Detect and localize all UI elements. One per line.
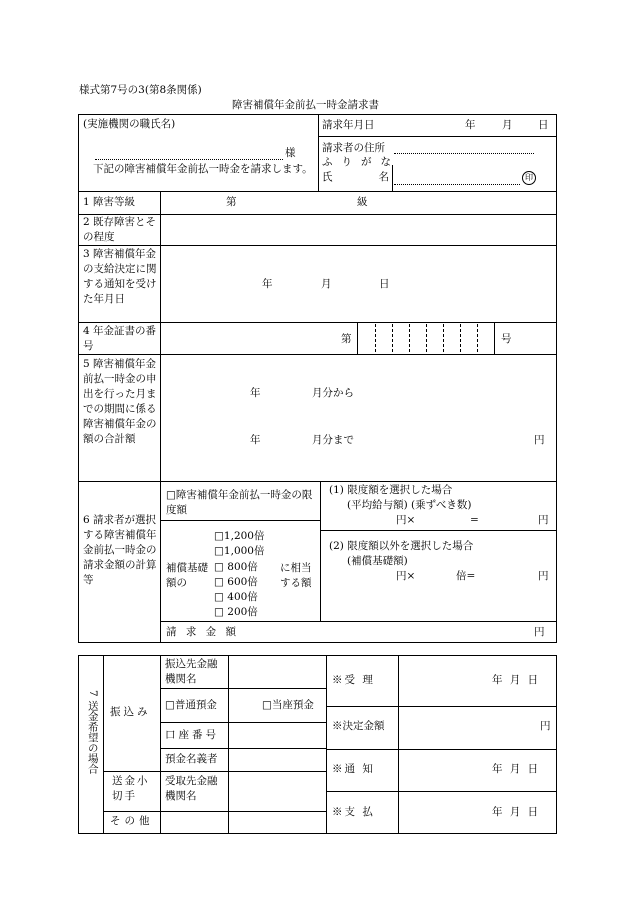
base-amount-label: 補償基礎額の [166, 562, 208, 589]
row2-label: 2 既存障害とその程度 [83, 216, 157, 243]
p1-title: (1) 限度額を選択した場合 [329, 484, 453, 496]
name-label: 氏名 [322, 171, 435, 183]
shiharai-label: ※支 払 [332, 806, 375, 818]
row5-year-from: 年 [250, 387, 261, 399]
kettei-yen: 円 [540, 720, 551, 732]
row3-month: 月 [321, 278, 332, 290]
p2-title: (2) 限度額以外を選択した場合 [329, 540, 474, 552]
tsuchi-label: ※通 知 [332, 763, 375, 775]
p2-sub: (補償基礎額) [347, 555, 408, 567]
p2-yen-times: 円× [396, 570, 416, 582]
row4-go: 号 [501, 333, 512, 345]
form-number: 様式第7号の3(第8条関係) [79, 84, 202, 96]
toza-checkbox[interactable]: □当座預金 [262, 699, 314, 711]
p1-yen-result: 円 [538, 514, 549, 526]
account-holder-label: 預金名義者 [165, 753, 218, 765]
shiharai-date: 年 月 日 [492, 806, 541, 818]
multiplier-600[interactable]: □ 600倍 [214, 576, 258, 588]
multiplier-200[interactable]: □ 200倍 [214, 606, 258, 618]
row1-label: 1 障害等級 [83, 196, 136, 208]
address-line[interactable] [394, 153, 534, 154]
row3-year: 年 [262, 278, 273, 290]
row1-dai: 第 [226, 196, 237, 208]
request-date-year: 年 [465, 119, 476, 131]
row5-year-to: 年 [250, 434, 261, 446]
row4-dai: 第 [341, 333, 352, 345]
receive-bank-label: 受取先金融機関名 [165, 775, 218, 802]
request-date-month: 月 [502, 119, 513, 131]
juri-label: ※受 理 [332, 674, 375, 686]
agency-name-line[interactable] [95, 159, 283, 160]
account-number-label: 口座番号 [165, 729, 219, 741]
row6-label: 6 請求者が選択する障害補償年金前払一時金の請求金額の計算等 [83, 514, 157, 586]
row3-label: 3 障害補償年金の支給決定に関する通知を受けた年月日 [83, 248, 157, 305]
multiplier-400[interactable]: □ 400倍 [214, 591, 258, 603]
row5-month-from: 月分から [312, 387, 354, 399]
p1-equals: = [470, 514, 479, 526]
remit-section-label: 7 送金希望の場合 [86, 690, 99, 774]
p2-bai: 倍= [456, 570, 476, 582]
multiplier-1000[interactable]: □1,000倍 [214, 545, 265, 557]
row4-label: 4 年金証書の番号 [83, 325, 157, 352]
form-title: 障害補償年金前払一時金請求書 [232, 99, 379, 111]
name-line[interactable] [394, 184, 520, 185]
agency-label: (実施機関の職氏名) [83, 118, 176, 130]
seal-icon: 印 [522, 171, 536, 185]
option-limit-checkbox[interactable]: □障害補償年金前払一時金の限度額 [166, 489, 313, 516]
soukin-label: 送金小切手 [112, 775, 150, 802]
request-text: 下記の障害補償年金前払一時金を請求します。 [93, 163, 313, 175]
multiplier-1200[interactable]: □1,200倍 [214, 530, 265, 542]
request-date-day: 日 [538, 119, 549, 131]
row3-day: 日 [379, 278, 390, 290]
remittance-table [78, 655, 557, 834]
tsuchi-date: 年 月 日 [492, 763, 541, 775]
row5-label: 5 障害補償年金前払一時金の申出を行った月までの期間に係る障害補償年金の額の合計額 [83, 358, 157, 445]
row5-yen: 円 [534, 434, 545, 446]
row1-kyu: 級 [357, 196, 368, 208]
bank-name-label: 振込先金融機関名 [165, 658, 218, 685]
juri-date: 年 月 日 [492, 674, 541, 686]
futsu-checkbox[interactable]: □普通預金 [165, 699, 217, 711]
sama-label: 様 [285, 147, 296, 159]
total-yen: 円 [534, 626, 545, 638]
p1-sub: (平均給与額) (乗ずべき数) [347, 499, 472, 511]
other-label: その他 [110, 815, 154, 827]
total-label: 請 求 金 額 [166, 626, 240, 638]
row5-month-to: 月分まで [312, 434, 354, 446]
address-label: 請求者の住所 [322, 142, 385, 154]
request-date-label: 請求年月日 [322, 119, 375, 131]
furikomi-label: 振込み [110, 706, 151, 718]
p1-yen-times: 円× [396, 514, 416, 526]
p2-yen-result: 円 [538, 570, 549, 582]
multiplier-800[interactable]: □ 800倍 [214, 561, 258, 573]
furigana-label: ふりがな [322, 156, 400, 168]
kettei-label: ※決定金額 [332, 720, 385, 732]
equivalent-label: に相当する額 [280, 562, 312, 589]
